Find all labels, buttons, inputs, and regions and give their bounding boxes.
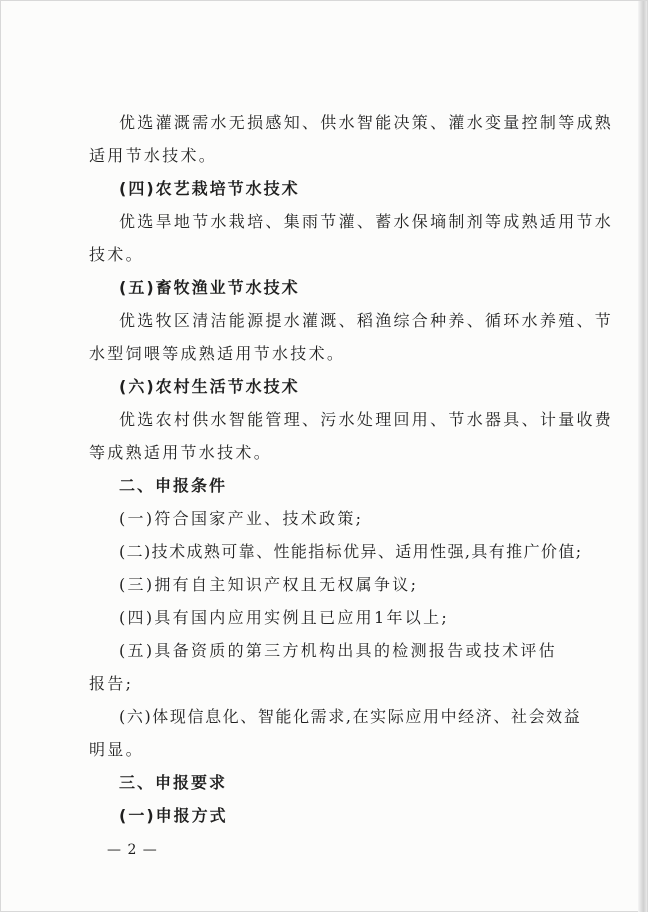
section-heading-requirements: 三、申报要求 xyxy=(119,773,228,792)
paragraph-line: 技术。 xyxy=(89,245,144,264)
subheading-livestock-fishery: (五)畜牧渔业节水技术 xyxy=(119,278,300,297)
paragraph-line: 适用节水技术。 xyxy=(89,146,218,165)
condition-item: (五)具备资质的第三方机构出具的检测报告或技术评估 xyxy=(119,641,557,660)
condition-item: (二)技术成熟可靠、性能指标优异、适用性强,具有推广价值; xyxy=(119,542,583,561)
subheading-rural-living: (六)农村生活节水技术 xyxy=(119,377,300,396)
page-edge-shadow xyxy=(638,1,647,912)
paragraph-line: 等成熟适用节水技术。 xyxy=(89,443,273,462)
condition-item: (四)具有国内应用实例且已应用1年以上; xyxy=(119,608,450,627)
paragraph-line: 优选农村供水智能管理、污水处理回用、节水器具、计量收费 xyxy=(119,410,614,429)
condition-item: (一)符合国家产业、技术政策; xyxy=(119,509,364,528)
condition-item: (六)体现信息化、智能化需求,在实际应用中经济、社会效益 xyxy=(119,707,582,726)
condition-item: (三)拥有自主知识产权且无权属争议; xyxy=(119,575,419,594)
paragraph-line: 优选灌溉需水无损感知、供水智能决策、灌水变量控制等成熟 xyxy=(119,113,614,132)
paragraph-line: 明显。 xyxy=(89,740,144,759)
paragraph-line: 水型饲喂等成熟适用节水技术。 xyxy=(89,344,346,363)
paragraph-line: 优选旱地节水栽培、集雨节灌、蓄水保墒制剂等成熟适用节水 xyxy=(119,212,614,231)
page-number: — 2 — xyxy=(107,842,158,858)
section-heading-conditions: 二、申报条件 xyxy=(119,476,228,495)
paragraph-line: 报告; xyxy=(89,674,134,693)
subheading-submission-method: (一)申报方式 xyxy=(119,806,228,825)
subheading-agronomic: (四)农艺栽培节水技术 xyxy=(119,179,300,198)
paragraph-line: 优选牧区清洁能源提水灌溉、稻渔综合种养、循环水养殖、节 xyxy=(119,311,614,330)
